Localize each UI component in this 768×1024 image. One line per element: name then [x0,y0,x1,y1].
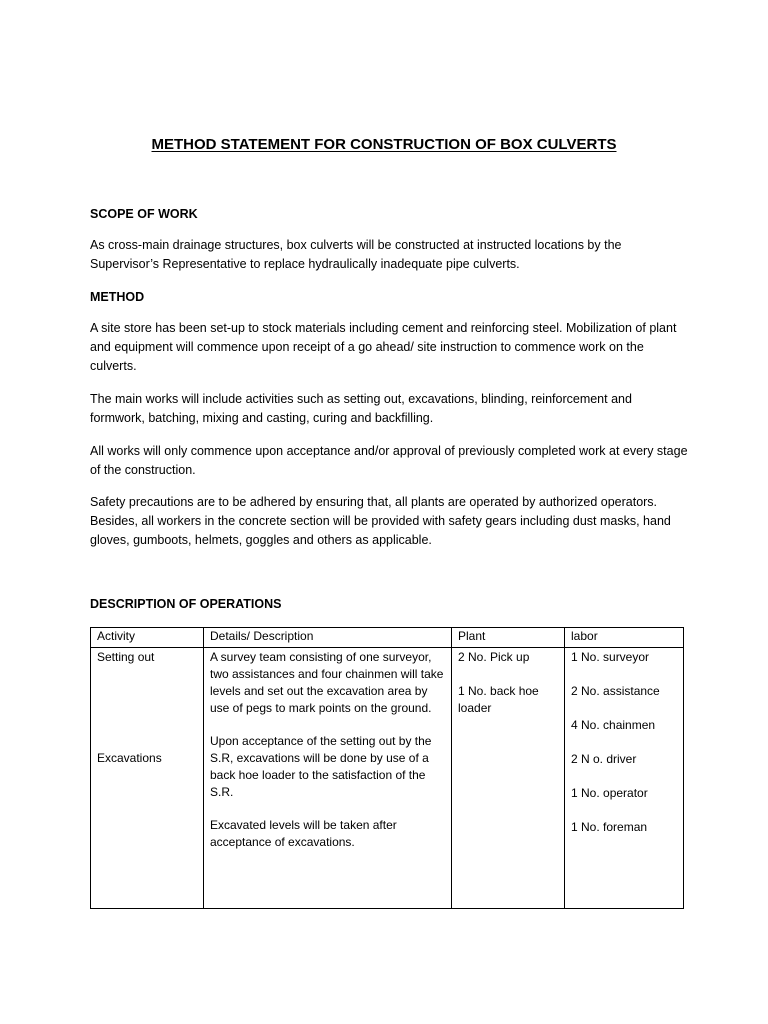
method-paragraph-1: A site store has been set-up to stock materials including cement and reinforcing steel. Mobilization of plant and equipment will commence upon receipt of a go ahead/ site instruction to commence work on the culverts. [90,321,677,373]
method-paragraph-3: All works will only commence upon acceptance and/or approval of previously completed work at every stage of the construction. [90,444,688,477]
plant-item: 2 No. Pick up [458,650,530,664]
details-excavated-levels: Excavated levels will be taken after acceptance of excavations. [210,818,397,849]
labor-cell [565,648,684,909]
table-row [91,648,684,909]
column-header-plant: Plant [452,628,565,648]
labor-item: 2 No. assistance [571,684,660,698]
column-header-activity: Activity [91,628,204,648]
labor-item: 2 N o. driver [571,752,637,766]
details-excavations: Upon acceptance of the setting out by the S.R, excavations will be done by use of a back hoe loader to the satisfaction of the S.R. [210,734,432,799]
column-header-details: Details/ Description [204,628,452,648]
operations-table [90,627,684,909]
column-header-labor: labor [565,628,684,648]
activity-cell [91,648,204,909]
labor-item: 1 No. operator [571,786,648,800]
activity-setting-out: Setting out [97,650,155,664]
table-header-row [91,628,684,648]
operations-heading: DESCRIPTION OF OPERATIONS [90,597,282,611]
details-cell [204,648,452,909]
method-paragraph-2: The main works will include activities such as setting out, excavations, blinding, reinforcement and formwork, batching, mixing and casting, curing and backfilling. [90,392,632,425]
labor-item: 1 No. foreman [571,820,648,834]
activity-excavations: Excavations [97,751,162,765]
details-setting-out: A survey team consisting of one surveyor, two assistances and four chainmen will take levels and set out the excavation area by use of pegs to mark points on the ground. [210,650,444,715]
plant-cell [452,648,565,909]
method-paragraph-4: Safety precautions are to be adhered by ensuring that, all plants are operated by authorized operators. Besides, all workers in the concrete section will be provided with safety gears including dust masks, hand gloves, gumboots, helmets, goggles and others as applicable. [90,495,671,547]
plant-item: 1 No. back hoe loader [458,684,539,715]
labor-item: 1 No. surveyor [571,650,650,664]
method-heading: METHOD [90,290,145,304]
scope-paragraph: As cross-main drainage structures, box culverts will be constructed at instructed locations by the Supervisor’s Representative to replace hydraulically inadequate pipe culverts. [90,238,622,271]
scope-heading: SCOPE OF WORK [90,207,198,221]
labor-item: 4 No. chainmen [571,718,656,732]
document-title: METHOD STATEMENT FOR CONSTRUCTION OF BOX CULVERTS [151,136,617,153]
